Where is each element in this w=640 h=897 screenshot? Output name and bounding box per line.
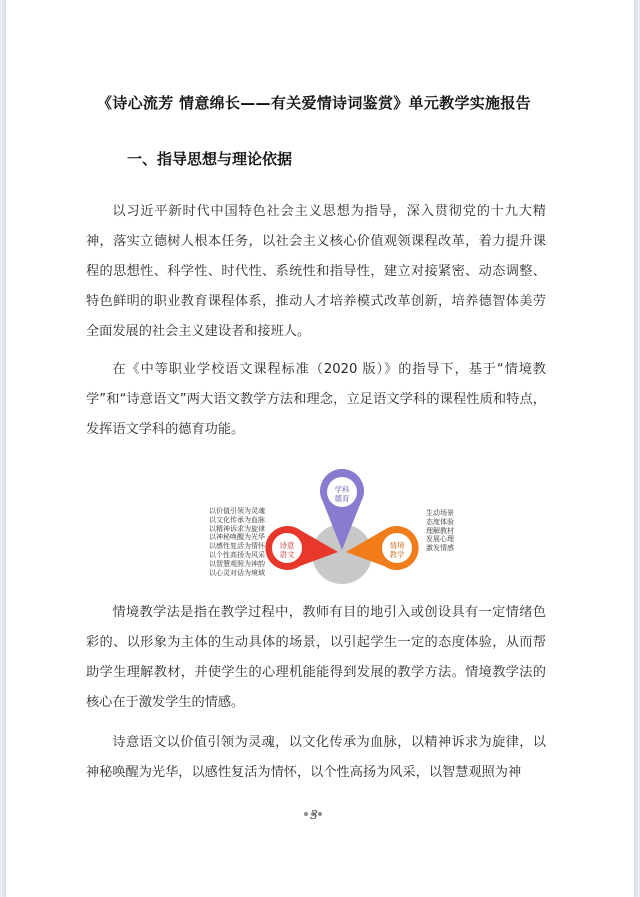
- section-heading: 一、指导思想与理论依据: [127, 150, 293, 168]
- paragraph-situational-teaching: 情境教学法是指在教学过程中，教师有目的地引入或创设具有一定情绪色彩的、以形象为主体的生动具体的场景，以引起学生一定的态度体验，从而帮助学生理解教材，并使学生的心理机能能得到发展的教学方法。情境教学法的核心在于激发学生的情感。: [86, 605, 546, 710]
- right-item: 发展心理: [426, 535, 454, 544]
- diagram-top-label: 学科德育: [334, 485, 350, 503]
- right-item: 理解教材: [426, 526, 454, 535]
- left-item: 以价值引领为灵魂: [209, 507, 265, 515]
- paragraph-poetic-chinese: 诗意语文以价值引领为灵魂，以文化传承为血脉，以精神诉求为旋律，以神秘唤醒为光华，以感性复活为情怀，以个性高扬为风采，以智慧观照为神: [86, 735, 546, 780]
- left-item: 以感性复活为情怀: [209, 542, 265, 551]
- left-item: 以神秘唤醒为光华: [209, 533, 265, 542]
- diagram-right-label: 情境教学: [389, 541, 405, 559]
- document-title: 《诗心流芳 情意绵长——有关爱情诗词鉴赏》单元教学实施报告: [97, 94, 531, 112]
- right-item: 态度体验: [426, 517, 454, 526]
- left-item: 以心灵对话为境域: [209, 568, 265, 577]
- diagram-right-list: [426, 509, 486, 553]
- diagram-left-list: [193, 507, 265, 577]
- right-item: 激发情感: [426, 544, 454, 553]
- paragraph-guiding-thought: 以习近平新时代中国特色社会主义思想为指导，深入贯彻党的十九大精神，落实立德树人根本任务，以社会主义核心价值观领课程改革，着力提升课程的思想性、科学性、时代性、系统性和指导性，建立对接紧密、动态调整、特色鲜明的职业教育课程体系，推动人才培养模式改革创新，培养德智体美劳全面发展的社会主义建设者和接班人。: [86, 204, 546, 339]
- left-item: 以智慧观照为神韵: [209, 559, 265, 568]
- paragraph-curriculum-standard: 在《中等职业学校语文课程标准（2020 版）》的指导下，基于“情境教学”和“诗意语文”两大语文教学方法和理念，立足语文学科的课程性质和特点，发挥语文学科的德育功能。: [86, 362, 546, 437]
- left-item: 以文化传承为血脉: [209, 515, 265, 524]
- page-number: 3: [310, 808, 318, 822]
- left-item: 以精神诉求为旋律: [209, 524, 265, 533]
- left-item: 以个性高扬为风采: [209, 550, 265, 559]
- right-item: 生动场景: [426, 509, 454, 517]
- page-ornament: [304, 801, 326, 805]
- diagram-left-label: 诗意语文: [279, 541, 295, 559]
